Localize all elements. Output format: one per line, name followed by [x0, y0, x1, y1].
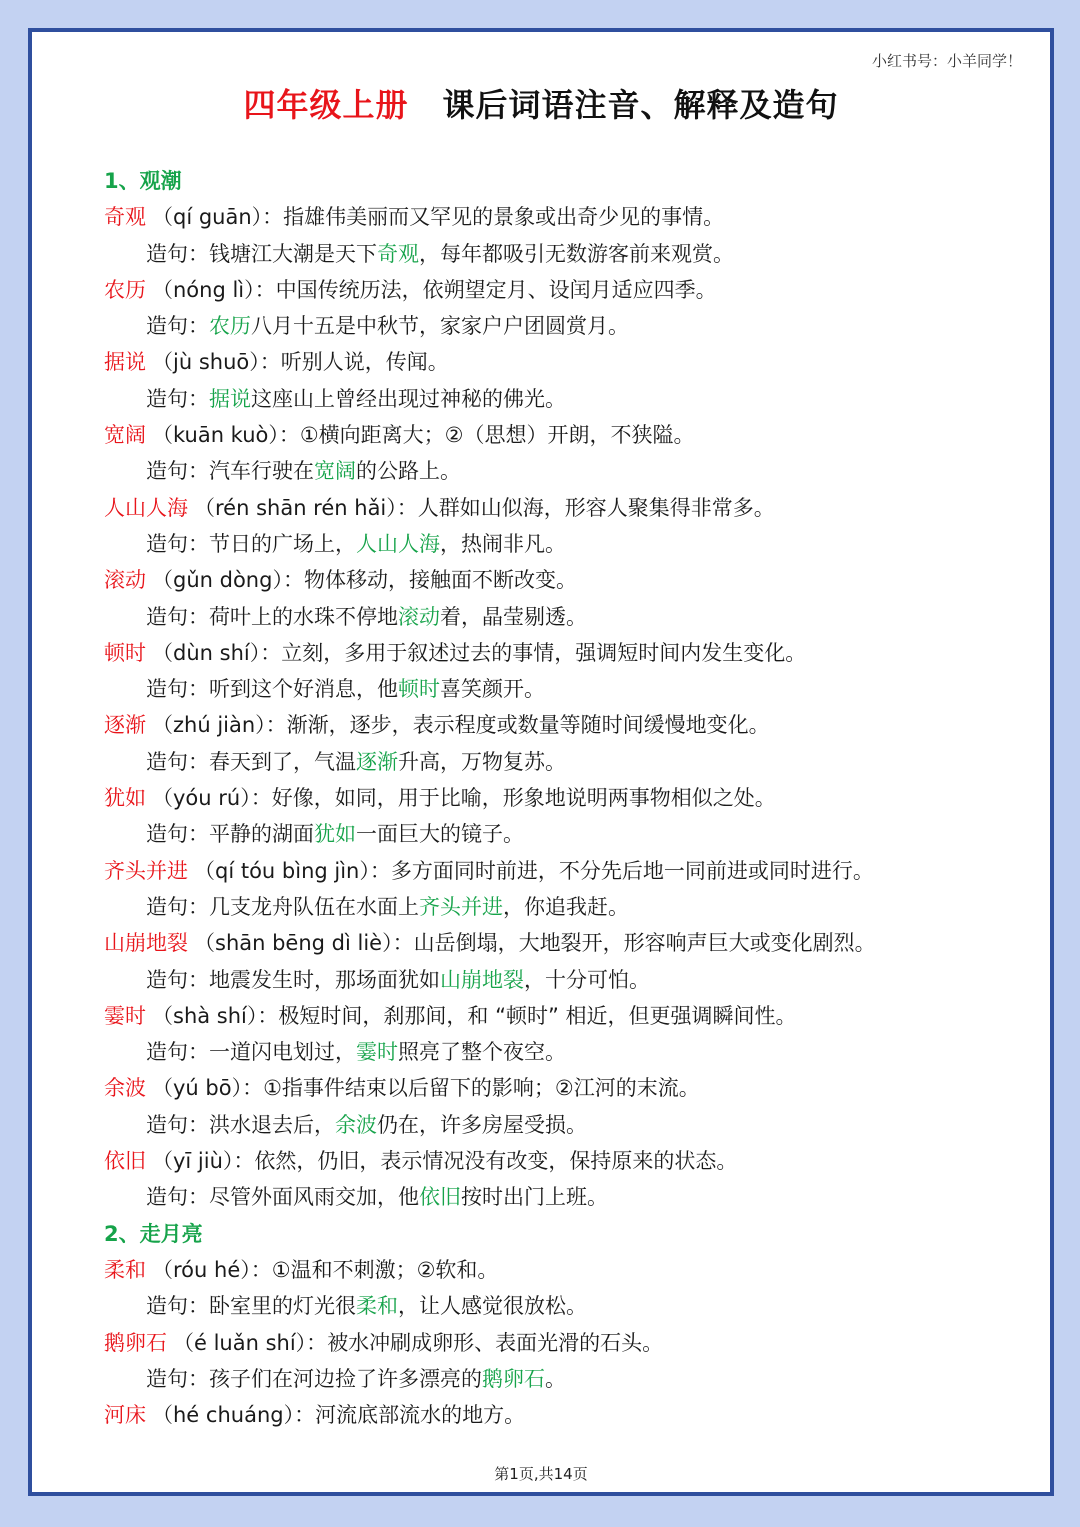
- sentence-text: 照亮了整个夜空。: [398, 1040, 566, 1065]
- definition-line: [104, 998, 1004, 1034]
- page-number: 第1页,共14页: [494, 1465, 588, 1483]
- sentence-label: 造句：: [146, 531, 209, 556]
- definition-line: [104, 707, 1004, 743]
- example-sentence: [104, 381, 1004, 417]
- vocab-pinyin: （kuān kuò）：: [152, 423, 300, 448]
- sentence-text: 卧室里的灯光很: [209, 1294, 356, 1319]
- vocabulary-list: [104, 163, 1004, 1433]
- vocab-word: 农历: [104, 277, 146, 302]
- definition-line: [104, 780, 1004, 816]
- example-sentence: [104, 1034, 1004, 1070]
- sentence-text: 孩子们在河边捡了许多漂亮的: [209, 1366, 482, 1391]
- sentence-text: 。: [545, 1366, 566, 1391]
- vocab-definition: 好像，如同，用于比喻，形象地说明两事物相似之处。: [271, 786, 776, 811]
- sentence-text: 升高，万物复苏。: [398, 749, 566, 774]
- definition-line: [104, 199, 1004, 235]
- vocab-word: 逐渐: [104, 713, 146, 738]
- vocab-definition: 立刻，多用于叙述过去的事情，强调短时间内发生变化。: [281, 640, 807, 665]
- sentence-label: 造句：: [146, 894, 209, 919]
- example-sentence: [104, 1179, 1004, 1215]
- example-sentence: [104, 236, 1004, 272]
- definition-line: [104, 635, 1004, 671]
- definition-line: [104, 490, 1004, 526]
- sentence-label: 造句：: [146, 822, 209, 847]
- vocab-definition: ①横向距离大；②（思想）开朗，不狭隘。: [299, 423, 695, 448]
- sentence-label: 造句：: [146, 459, 209, 484]
- example-sentence: [104, 1288, 1004, 1324]
- vocab-pinyin: （jù shuō）：: [152, 350, 281, 375]
- vocab-pinyin: （hé chuáng）：: [152, 1403, 316, 1428]
- sentence-label: 造句：: [146, 386, 209, 411]
- definition-line: [104, 1143, 1004, 1179]
- sentence-text: ，让人感觉很放松。: [398, 1294, 587, 1319]
- sentence-text: ，每年都吸引无数游客前来观赏。: [419, 241, 734, 266]
- sentence-text: 八月十五是中秋节，家家户户团圆赏月。: [251, 314, 629, 339]
- sentence-highlight: 霎时: [356, 1040, 398, 1065]
- sentence-text: 着，晶莹剔透。: [440, 604, 587, 629]
- example-sentence: [104, 744, 1004, 780]
- sentence-text: 荷叶上的水珠不停地: [209, 604, 398, 629]
- vocab-definition: 依然，仍旧，表示情况没有改变，保持原来的状态。: [254, 1149, 738, 1174]
- sentence-highlight: 柔和: [356, 1294, 398, 1319]
- sentence-text: 这座山上曾经出现过神秘的佛光。: [251, 386, 566, 411]
- vocab-pinyin: （rén shān rén hǎi）：: [194, 495, 418, 520]
- page-frame: [28, 28, 1054, 1496]
- example-sentence: [104, 962, 1004, 998]
- sentence-label: 造句：: [146, 677, 209, 702]
- vocab-definition: ①指事件结束以后留下的影响；②江河的末流。: [263, 1076, 700, 1101]
- sentence-highlight: 依旧: [419, 1185, 461, 1210]
- vocab-pinyin: （shà shí）：: [152, 1003, 279, 1028]
- definition-line: [104, 344, 1004, 380]
- vocab-word: 霎时: [104, 1003, 146, 1028]
- example-sentence: [104, 599, 1004, 635]
- vocab-definition: 河流底部流水的地方。: [315, 1403, 526, 1428]
- page-title: [32, 80, 1050, 126]
- sentence-label: 造句：: [146, 1040, 209, 1065]
- sentence-text: 一面巨大的镜子。: [356, 822, 524, 847]
- sentence-label: 造句：: [146, 604, 209, 629]
- sentence-highlight: 农历: [209, 314, 251, 339]
- vocab-definition: 渐渐，逐步，表示程度或数量等随时间缓慢地变化。: [286, 713, 770, 738]
- vocab-definition: 人群如山似海，形容人聚集得非常多。: [417, 495, 775, 520]
- vocab-word: 鹅卵石: [104, 1330, 167, 1355]
- vocab-word: 山崩地裂: [104, 931, 188, 956]
- sentence-highlight: 鹅卵石: [482, 1366, 545, 1391]
- definition-line: [104, 925, 1004, 961]
- sentence-text: 的公路上。: [356, 459, 461, 484]
- sentence-highlight: 齐头并进: [419, 894, 503, 919]
- sentence-text: ，你追我赶。: [503, 894, 629, 919]
- section-heading: 1、观潮: [104, 169, 182, 193]
- vocab-definition: ①温和不刺激；②软和。: [271, 1257, 499, 1282]
- vocab-pinyin: （zhú jiàn）：: [152, 713, 287, 738]
- sentence-highlight: 奇观: [377, 241, 419, 266]
- vocab-word: 奇观: [104, 205, 146, 230]
- vocab-word: 据说: [104, 350, 146, 375]
- vocab-pinyin: （qí guān）：: [152, 205, 284, 230]
- sentence-highlight: 山崩地裂: [440, 967, 524, 992]
- sentence-text: 听到这个好消息，他: [209, 677, 398, 702]
- definition-line: [104, 1252, 1004, 1288]
- sentence-text: 春天到了，气温: [209, 749, 356, 774]
- sentence-text: 洪水退去后，: [209, 1112, 335, 1137]
- sentence-text: 喜笑颜开。: [440, 677, 545, 702]
- sentence-highlight: 顿时: [398, 677, 440, 702]
- sentence-label: 造句：: [146, 314, 209, 339]
- vocab-pinyin: （róu hé）：: [152, 1257, 272, 1282]
- vocab-pinyin: （dùn shí）：: [152, 640, 282, 665]
- definition-line: [104, 1070, 1004, 1106]
- definition-line: [104, 1325, 1004, 1361]
- sentence-text: 地震发生时，那场面犹如: [209, 967, 440, 992]
- sentence-highlight: 犹如: [314, 822, 356, 847]
- sentence-text: 尽管外面风雨交加，他: [209, 1185, 419, 1210]
- sentence-text: 几支龙舟队伍在水面上: [209, 894, 419, 919]
- sentence-text: 仍在，许多房屋受损。: [377, 1112, 587, 1137]
- sentence-highlight: 据说: [209, 386, 251, 411]
- vocab-word: 齐头并进: [104, 858, 188, 883]
- definition-line: [104, 417, 1004, 453]
- vocab-definition: 听别人说，传闻。: [280, 350, 449, 375]
- source-tag: 小红书号：小羊同学！: [871, 52, 1022, 70]
- definition-line: [104, 562, 1004, 598]
- vocab-definition: 被水冲刷成卵形、表面光滑的石头。: [327, 1330, 664, 1355]
- definition-line: [104, 1397, 1004, 1433]
- sentence-highlight: 人山人海: [356, 531, 440, 556]
- sentence-text: 一道闪电划过，: [209, 1040, 356, 1065]
- example-sentence: [104, 889, 1004, 925]
- example-sentence: [104, 1107, 1004, 1143]
- vocab-word: 柔和: [104, 1257, 146, 1282]
- vocab-definition: 中国传统历法，依朔望定月、设闰月适应四季。: [275, 277, 717, 302]
- sentence-label: 造句：: [146, 1366, 209, 1391]
- vocab-pinyin: （shān bēng dì liè）：: [194, 931, 414, 956]
- vocab-pinyin: （yī jiù）：: [152, 1149, 255, 1174]
- definition-line: [104, 853, 1004, 889]
- sentence-label: 造句：: [146, 749, 209, 774]
- example-sentence: [104, 453, 1004, 489]
- sentence-label: 造句：: [146, 967, 209, 992]
- example-sentence: [104, 816, 1004, 852]
- example-sentence: [104, 526, 1004, 562]
- vocab-pinyin: （nóng lì）：: [152, 277, 276, 302]
- vocab-definition: 物体移动，接触面不断改变。: [303, 568, 577, 593]
- example-sentence: [104, 1361, 1004, 1397]
- vocab-pinyin: （gǔn dòng）：: [152, 568, 304, 593]
- sentence-highlight: 逐渐: [356, 749, 398, 774]
- vocab-pinyin: （yóu rú）：: [152, 786, 272, 811]
- vocab-word: 犹如: [104, 786, 146, 811]
- vocab-word: 滚动: [104, 568, 146, 593]
- sentence-highlight: 滚动: [398, 604, 440, 629]
- vocab-pinyin: （qí tóu bìng jìn）：: [194, 858, 391, 883]
- vocab-word: 人山人海: [104, 495, 188, 520]
- sentence-text: ，十分可怕。: [524, 967, 650, 992]
- vocab-definition: 指雄伟美丽而又罕见的景象或出奇少见的事情。: [283, 205, 725, 230]
- sentence-label: 造句：: [146, 1185, 209, 1210]
- sentence-label: 造句：: [146, 241, 209, 266]
- definition-line: [104, 272, 1004, 308]
- vocab-definition: 山岳倒塌，大地裂开，形容响声巨大或变化剧烈。: [413, 931, 876, 956]
- title-grade: 四年级上册: [243, 86, 409, 124]
- vocab-word: 顿时: [104, 640, 146, 665]
- example-sentence: [104, 308, 1004, 344]
- vocab-definition: 极短时间，刹那间，和 “顿时” 相近，但更强调瞬间性。: [278, 1003, 797, 1028]
- sentence-highlight: 余波: [335, 1112, 377, 1137]
- vocab-word: 河床: [104, 1403, 146, 1428]
- title-main: 课后词语注音、解释及造句: [442, 86, 839, 124]
- vocab-word: 余波: [104, 1076, 146, 1101]
- example-sentence: [104, 671, 1004, 707]
- vocab-definition: 多方面同时前进，不分先后地一同前进或同时进行。: [390, 858, 874, 883]
- vocab-pinyin: （é luǎn shí）：: [173, 1330, 328, 1355]
- vocab-pinyin: （yú bō）：: [152, 1076, 264, 1101]
- sentence-text: 平静的湖面: [209, 822, 314, 847]
- sentence-text: ，热闹非凡。: [440, 531, 566, 556]
- sentence-text: 钱塘江大潮是天下: [209, 241, 377, 266]
- sentence-highlight: 宽阔: [314, 459, 356, 484]
- sentence-label: 造句：: [146, 1294, 209, 1319]
- vocab-word: 依旧: [104, 1149, 146, 1174]
- vocab-word: 宽阔: [104, 423, 146, 448]
- sentence-text: 汽车行驶在: [209, 459, 314, 484]
- section-heading: 2、走月亮: [104, 1221, 203, 1246]
- sentence-label: 造句：: [146, 1112, 209, 1137]
- sentence-text: 按时出门上班。: [461, 1185, 608, 1210]
- sentence-text: 节日的广场上，: [209, 531, 356, 556]
